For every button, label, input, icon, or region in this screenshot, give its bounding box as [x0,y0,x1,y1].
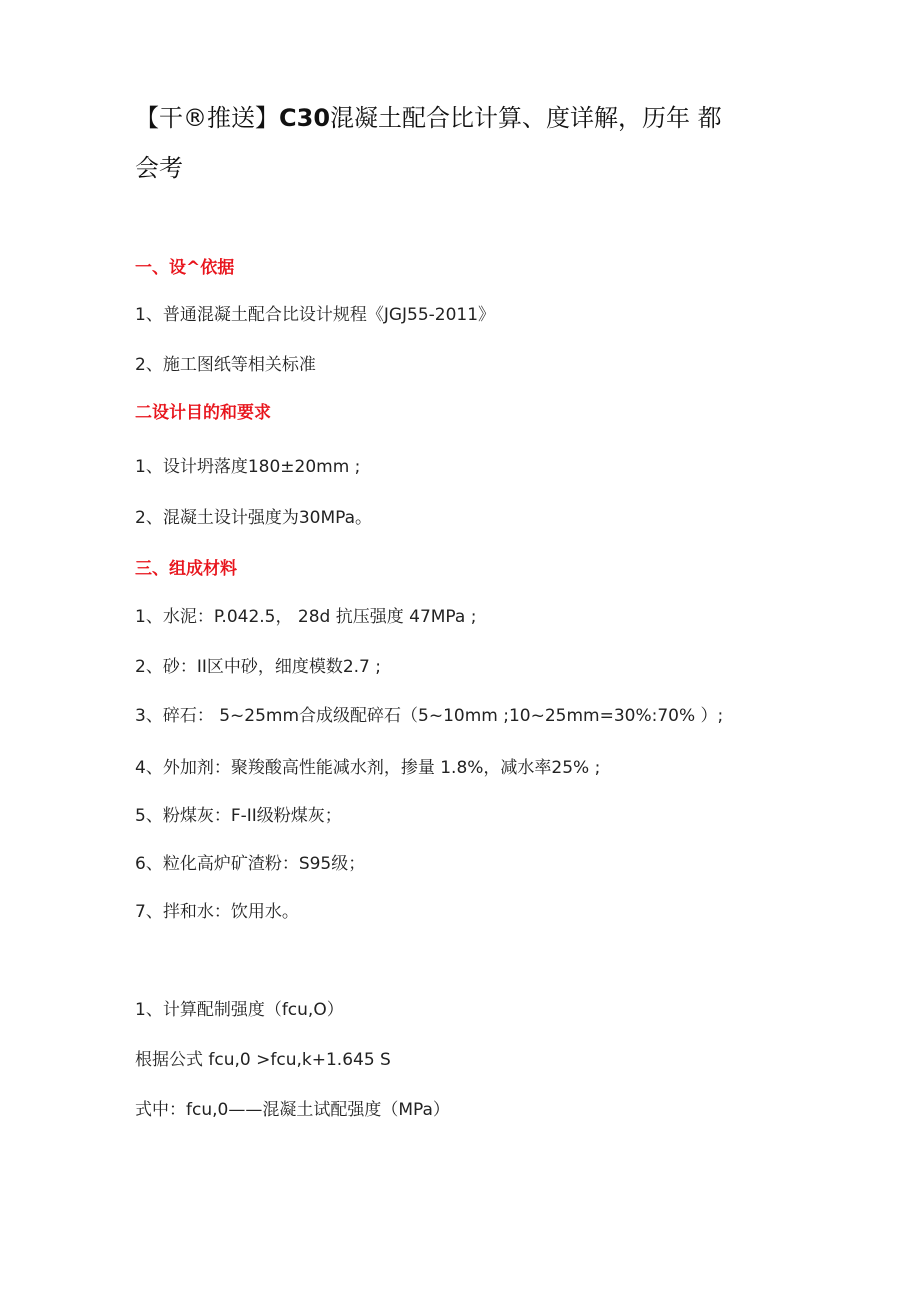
section-heading-goals: 二设计目的和要求 [135,403,271,423]
title-bold: C30 [279,104,331,132]
list-item: 2、砂：II区中砂，细度模数2.7 ; [135,657,382,677]
list-item: 3、碎石： 5~25mm合成级配碎石（5~10mm ;10~25mm=30%:70% ）; [135,706,724,726]
document-title-line2: 会考 [135,154,183,182]
list-item: 1、设计坍落度180±20mm ; [135,457,361,477]
title-rest: 混凝土配合比计算、度详解，历年 都 [330,104,722,132]
list-item: 1、普通混凝土配合比设计规程《JGJ55-2011》 [135,305,496,325]
section-heading-basis: 一、设^依据 [135,258,235,278]
document-title-line1 [135,102,722,134]
list-item: 5、粉煤灰：F-II级粉煤灰； [135,806,342,826]
calc-formula: 根据公式 fcu,0 >fcu,k+1.645 S [135,1050,391,1070]
list-item: 6、粒化高炉矿渣粉：S95级； [135,854,366,874]
list-item: 7、拌和水：饮用水。 [135,902,299,922]
list-item: 1、水泥：P.042.5， 28d 抗压强度 47MPa ; [135,607,477,627]
calc-definition: 式中：fcu,0——混凝土试配强度（MPa） [135,1100,450,1120]
list-item: 4、外加剂：聚羧酸高性能减水剂，掺量 1.8%，减水率25% ; [135,758,601,778]
section-heading-materials: 三、组成材料 [135,559,237,579]
list-item: 2、施工图纸等相关标准 [135,355,316,375]
list-item: 2、混凝土设计强度为30MPa。 [135,508,373,528]
calc-heading: 1、计算配制强度（fcu,O） [135,1000,344,1020]
title-prefix: 【干®推送】 [135,104,279,132]
